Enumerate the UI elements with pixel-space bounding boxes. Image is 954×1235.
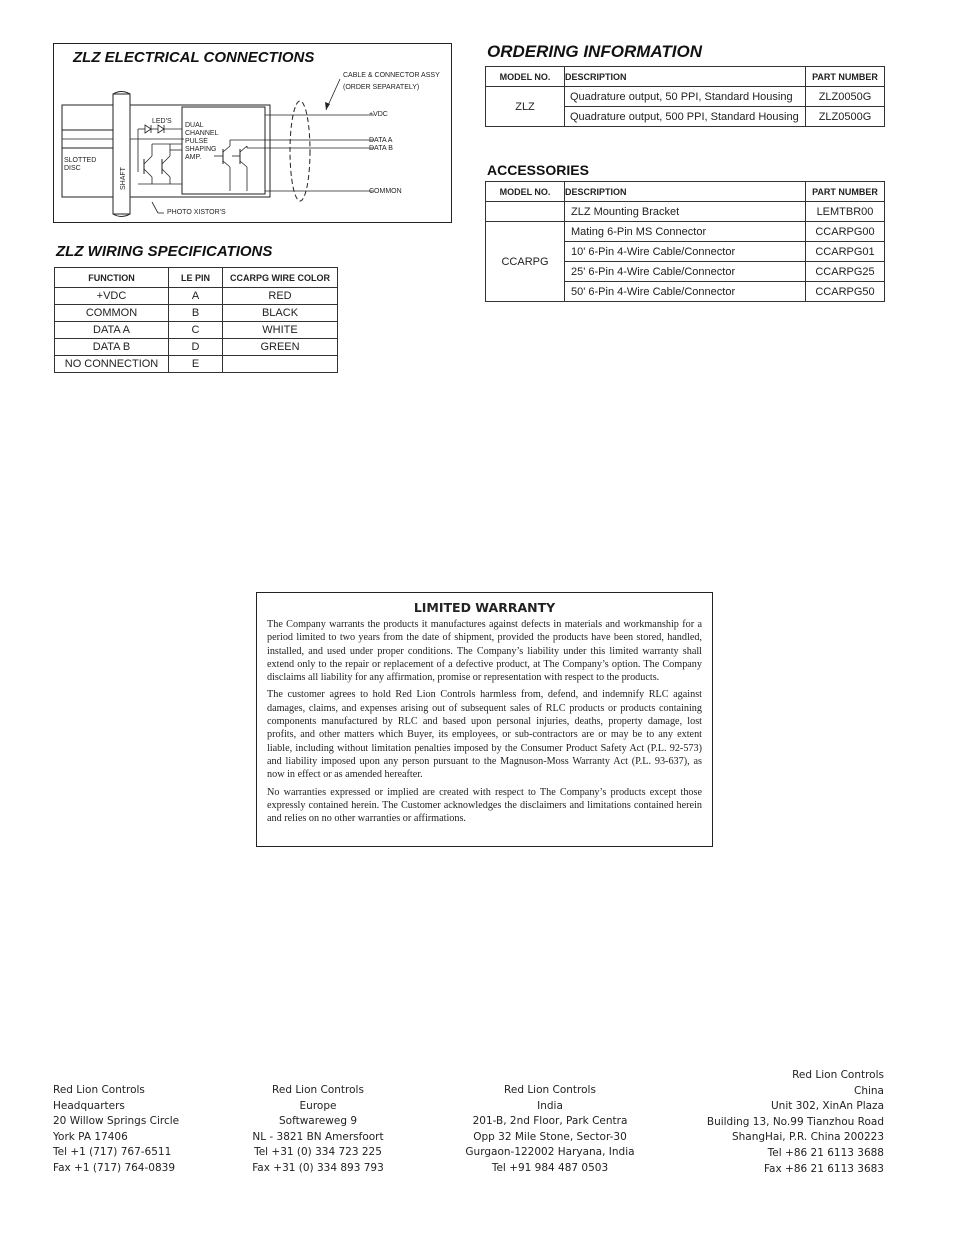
address-line: Fax +1 (717) 764-0839: [53, 1161, 176, 1174]
address-line: Fax +86 21 6113 3683: [763, 1162, 884, 1175]
accessories-part-number: LEMTBR00: [806, 202, 885, 222]
address-line: Gurgaon-122002 Haryana, India: [465, 1146, 635, 1159]
table-row: [55, 339, 338, 356]
accessories-part-number: CCARPG50: [806, 282, 885, 302]
address-line: Tel +31 (0) 334 723 225: [254, 1146, 382, 1159]
accessories-description: ZLZ Mounting Bracket: [565, 202, 806, 222]
address-line: Headquarters: [53, 1099, 125, 1112]
wiring-function: +VDC: [55, 288, 169, 305]
address-line: Red Lion Controls: [504, 1084, 596, 1096]
address-line: Red Lion Controls: [53, 1084, 145, 1096]
wiring-header-function: FUNCTION: [55, 268, 169, 288]
address-line: York PA 17406: [53, 1130, 128, 1143]
amp-label-4: SHAPING: [185, 146, 217, 153]
wiring-pin: D: [169, 339, 223, 356]
wiring-pin: A: [169, 288, 223, 305]
electrical-connections-panel: [53, 43, 452, 223]
electrical-connections-title: ZLZ ELECTRICAL CONNECTIONS: [73, 49, 315, 66]
slotted-disc-label-2: DISC: [64, 165, 81, 172]
wiring-title: ZLZ WIRING SPECIFICATIONS: [56, 243, 273, 260]
address-line: 201-B, 2nd Floor, Park Centra: [472, 1115, 628, 1128]
address-line: Opp 32 Mile Stone, Sector-30: [473, 1130, 627, 1143]
accessories-description: Mating 6-Pin MS Connector: [565, 222, 806, 242]
address-china: [707, 1068, 884, 1177]
table-row: [486, 222, 885, 242]
address-line: Red Lion Controls: [272, 1084, 364, 1096]
ordering-description: Quadrature output, 50 PPI, Standard Housing: [565, 87, 806, 107]
amp-label-3: PULSE: [185, 138, 208, 145]
wiring-pin: C: [169, 322, 223, 339]
ordering-table: [485, 66, 885, 127]
amp-label-2: CHANNEL: [185, 130, 219, 137]
accessories-description: 10' 6-Pin 4-Wire Cable/Connector: [565, 242, 806, 262]
amp-label-1: DUAL: [185, 122, 204, 129]
accessories-description: 50' 6-Pin 4-Wire Cable/Connector: [565, 282, 806, 302]
address-line: Red Lion Controls: [792, 1069, 884, 1081]
warranty-paragraph-1: The Company warrants the products it manufactures against defects in materials and workmanship for a period limited to two years from the date of shipment, provided the products have been stored, handled, installed, and used under proper conditions. The Company’s liability under this limited warranty shall extend only to the repair or replacement of a defective product, at The Company’s option. The Company disclaims all liability for any affirmation, promise or representation with respect to the products.: [267, 619, 702, 684]
accessories-part-number: CCARPG25: [806, 262, 885, 282]
address-line: NL - 3821 BN Amersfoort: [252, 1130, 384, 1143]
wiring-color: RED: [223, 288, 338, 305]
address-line: India: [537, 1099, 563, 1112]
warranty-title: LIMITED WARRANTY: [413, 600, 556, 615]
accessories-title: ACCESSORIES: [487, 162, 589, 178]
wiring-color: GREEN: [223, 339, 338, 356]
wiring-header-pin: LE PIN: [169, 268, 223, 288]
address-line: 20 Willow Springs Circle: [53, 1115, 180, 1128]
accessories-table: [485, 181, 885, 302]
warranty-box: [256, 592, 713, 847]
ordering-header-description: DESCRIPTION: [565, 67, 806, 87]
warranty-paragraph-3: No warranties expressed or implied are created with respect to The Company’s products except those expressly contained herein. The Customer acknowledges the disclaimers and limitations contained herein and relies on no other warranties or affirmations.: [267, 786, 702, 825]
ordering-header-row: [486, 67, 885, 87]
shaft-label: SHAFT: [120, 167, 127, 190]
table-row: [486, 87, 885, 107]
address-line: Tel +1 (717) 767-6511: [53, 1146, 172, 1159]
table-row: [55, 288, 338, 305]
address-headquarters: [53, 1083, 179, 1177]
wiring-function: DATA A: [55, 322, 169, 339]
ordering-title: ORDERING INFORMATION: [487, 42, 703, 61]
address-india: [440, 1083, 660, 1177]
address-line: China: [854, 1084, 884, 1097]
photo-xistors-label: PHOTO XISTOR'S: [167, 209, 226, 216]
table-row: [486, 202, 885, 222]
ordering-header-model: MODEL NO.: [486, 67, 565, 87]
accessories-header-model: MODEL NO.: [486, 182, 565, 202]
ordering-header-part: PART NUMBER: [806, 67, 885, 87]
address-line: Tel +91 984 487 0503: [491, 1161, 609, 1174]
wiring-color: BLACK: [223, 305, 338, 322]
ordering-part-number: ZLZ0050G: [806, 87, 885, 107]
address-europe: [218, 1083, 418, 1177]
accessories-header-description: DESCRIPTION: [565, 182, 806, 202]
cable-label-line1: CABLE & CONNECTOR ASSY: [343, 72, 440, 79]
accessories-part-number: CCARPG01: [806, 242, 885, 262]
cable-label-line2: (ORDER SEPARATELY): [343, 84, 420, 91]
address-line: Europe: [299, 1099, 337, 1112]
ordering-model: ZLZ: [486, 87, 565, 127]
common-label: COMMON: [369, 188, 402, 195]
vdc-label: +VDC: [369, 111, 388, 118]
amp-label-5: AMP.: [185, 154, 202, 161]
electrical-schematic: [54, 44, 451, 222]
leds-label: LED'S: [152, 118, 172, 125]
accessories-model: CCARPG: [486, 222, 565, 302]
table-row: [55, 305, 338, 322]
wiring-pin: E: [169, 356, 223, 373]
wiring-header-row: [55, 268, 338, 288]
wiring-color: WHITE: [223, 322, 338, 339]
wiring-header-color: CCARPG WIRE COLOR: [223, 268, 338, 288]
table-row: [55, 322, 338, 339]
accessories-header-row: [486, 182, 885, 202]
table-row: [55, 356, 338, 373]
accessories-description: 25' 6-Pin 4-Wire Cable/Connector: [565, 262, 806, 282]
ordering-description: Quadrature output, 500 PPI, Standard Housing: [565, 107, 806, 127]
data-a-label: DATA A: [369, 137, 393, 144]
accessories-model: [486, 202, 565, 222]
wiring-color: [223, 356, 338, 373]
address-line: Tel +86 21 6113 3688: [767, 1146, 884, 1159]
wiring-table: [54, 267, 338, 373]
slotted-disc-label-1: SLOTTED: [64, 157, 97, 164]
wiring-function: COMMON: [55, 305, 169, 322]
ordering-part-number: ZLZ0500G: [806, 107, 885, 127]
address-line: Fax +31 (0) 334 893 793: [252, 1161, 384, 1174]
data-b-label: DATA B: [369, 145, 393, 152]
wiring-function: NO CONNECTION: [55, 356, 169, 373]
accessories-part-number: CCARPG00: [806, 222, 885, 242]
address-line: Unit 302, XinAn Plaza: [771, 1100, 884, 1113]
wiring-pin: B: [169, 305, 223, 322]
warranty-paragraph-2: The customer agrees to hold Red Lion Controls harmless from, defend, and indemnify RLC against damages, claims, and expenses arising out of subsequent sales of RLC products or products containing components manufactured by RLC and based upon personal injuries, deaths, property damage, lost profits, and other matters which Buyer, its employees, or sub-contractors are or may be to any extent liable, including without limitation penalties imposed by the Consumer Product Safety Act (P.L. 92-573) and liability imposed upon any person pursuant to the Magnuson-Moss Warranty Act (P.L. 93-637), as now in effect or as amended hereafter.: [267, 689, 702, 781]
address-line: Softwareweg 9: [278, 1115, 358, 1128]
accessories-header-part: PART NUMBER: [806, 182, 885, 202]
address-line: Building 13, No.99 Tianzhou Road: [706, 1115, 884, 1128]
wiring-function: DATA B: [55, 339, 169, 356]
address-line: ShangHai, P.R. China 200223: [731, 1131, 884, 1144]
